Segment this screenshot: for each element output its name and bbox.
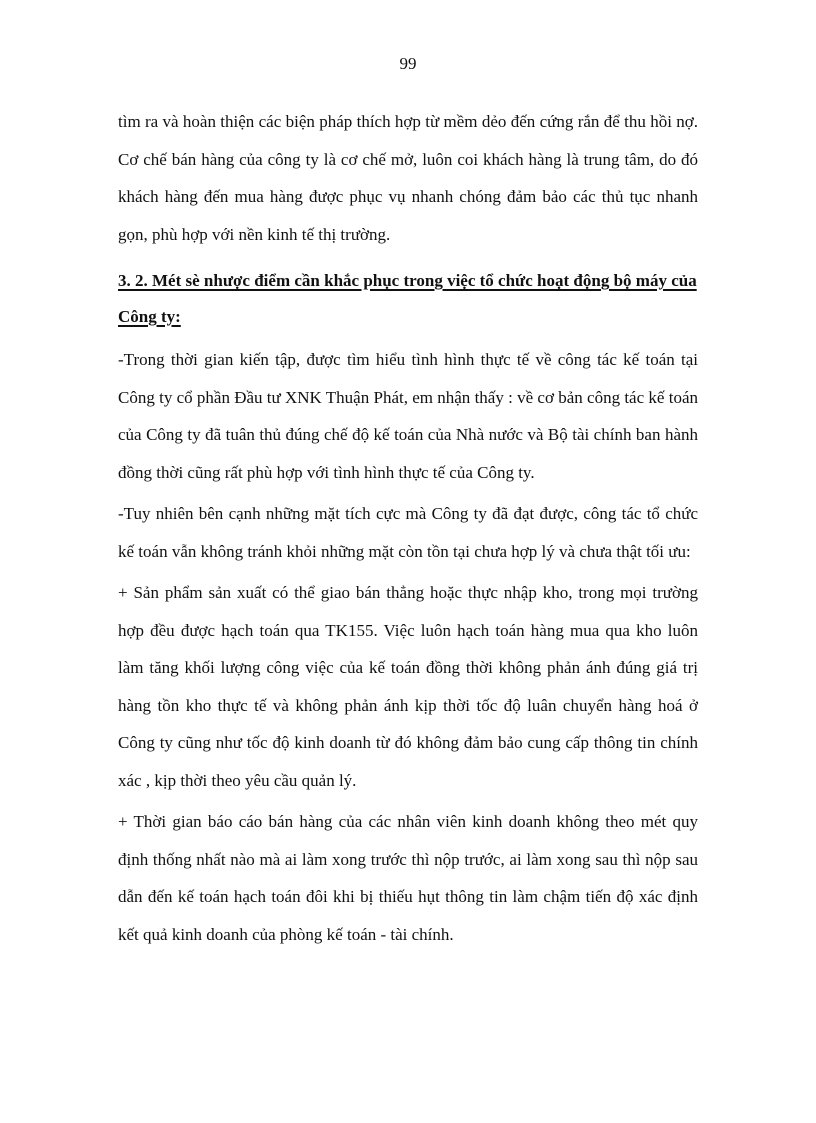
paragraph-internship-observation: -Trong thời gian kiến tập, được tìm hiểu tình hình thực tế về công tác kế toán tại Công ty cổ phần Đầu tư XNK Thuận Phát, em nhận thấy : về cơ bản công tác kế toán của Công ty đã tuân thủ đúng chế độ kế toán của Nhà nước và Bộ tài chính ban hành đồng thời cũng rất phù hợp với tình hình thực tế của Công ty. — [118, 350, 698, 482]
paragraph-tk155-issue: + Sản phẩm sản xuất có thể giao bán thẳng hoặc thực nhập kho, trong mọi trường hợp đều được hạch toán qua TK155. Việc luôn hạch toán hàng mua qua kho luôn làm tăng khối lượng công việc của kế toán đồng thời không phản ánh đúng giá trị hàng tồn kho thực tế và không phản ánh kịp thời tốc độ luân chuyển hàng hoá ở Công ty cũng như tốc độ kinh doanh từ đó không đảm bảo cung cấp thông tin chính xác , kịp thời theo yêu cầu quản lý. — [118, 583, 698, 790]
page-number: 99 — [399, 54, 417, 73]
paragraph-reporting-time-issue: + Thời gian báo cáo bán hàng của các nhân viên kinh doanh không theo mét quy định thống nhất nào mà ai làm xong trước thì nộp trước, ai làm xong sau thì nộp sau dẫn đến kế toán hạch toán đôi khi bị thiếu hụt thông tin làm chậm tiến độ xác định kết quả kinh doanh của phòng kế toán - tài chính. — [118, 812, 698, 944]
paragraph-debt-recovery: tìm ra và hoàn thiện các biện pháp thích hợp từ mềm dẻo đến cứng rắn để thu hồi nợ. Cơ chế bán hàng của công ty là cơ chế mở, luôn coi khách hàng là trung tâm, do đó khách hàng đến mua hàng được phục vụ nhanh chóng đảm bảo các thủ tục nhanh gọn, phù hợp với nền kinh tế thị trường. — [118, 112, 698, 244]
paragraph-limitations-intro: -Tuy nhiên bên cạnh những mặt tích cực mà Công ty đã đạt được, công tác tổ chức kế toán vẫn không tránh khỏi những mặt còn tồn tại chưa hợp lý và chưa thật tối ưu: — [118, 504, 698, 561]
document-body — [118, 103, 698, 953]
section-heading: 3. 2. Mét sè nhược điểm cần khắc phục trong việc tổ chức hoạt động bộ máy của Công ty: — [118, 271, 697, 326]
